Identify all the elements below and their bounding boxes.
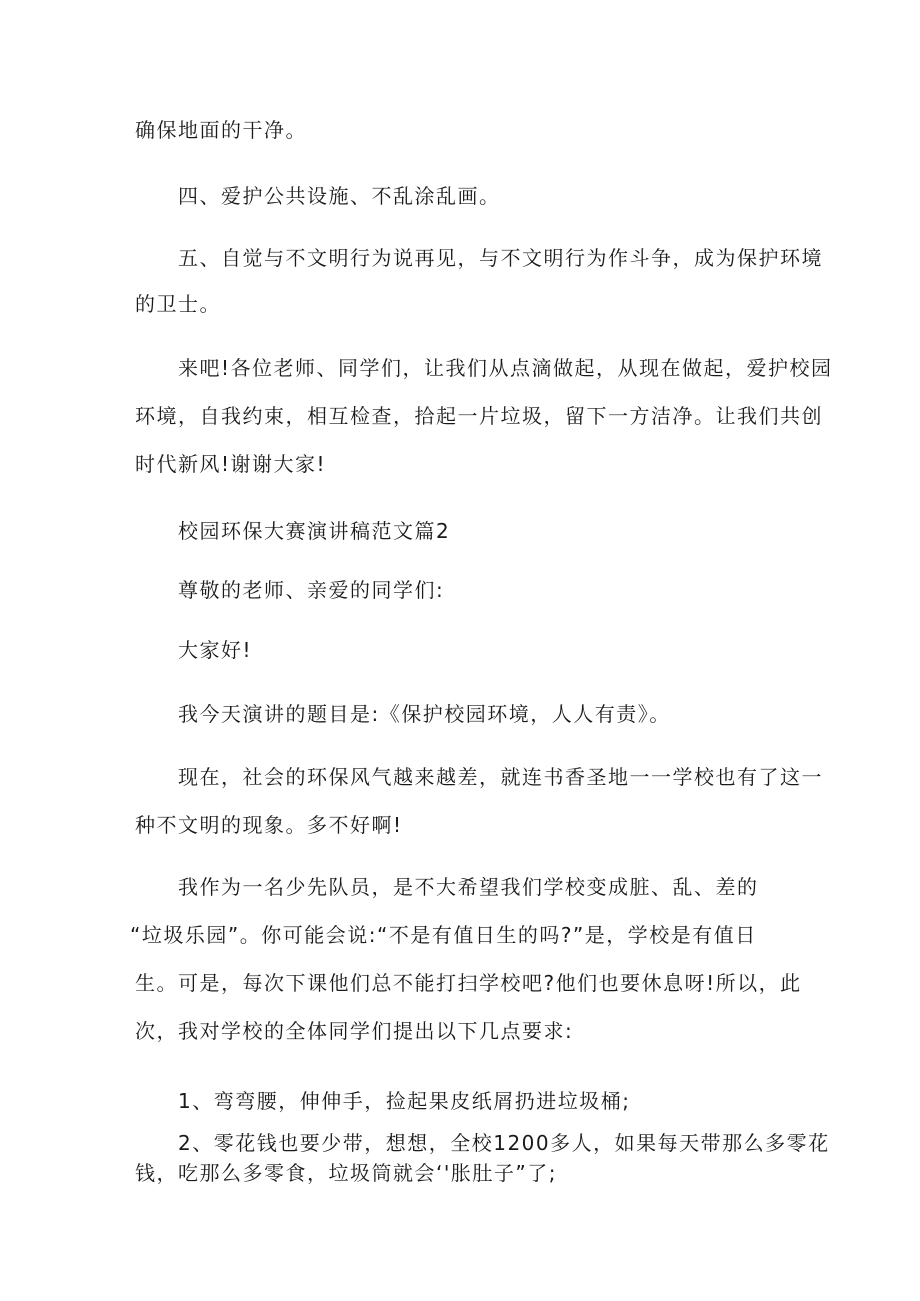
- list-item: 1、弯弯腰，伸伸手，捡起果皮纸屑扔进垃圾桶;: [178, 1089, 631, 1113]
- text-line: 现在，社会的环保风气越来越差，就连书香圣地一一学校也有了这一: [178, 765, 823, 789]
- text-line: 我今天演讲的题目是:《保护校园环境，人人有责》。: [178, 702, 671, 726]
- text-line: 来吧!各位老师、同学们，让我们从点滴做起，从现在做起，爱护校园: [178, 356, 833, 380]
- text-line: 五、自觉与不文明行为说再见，与不文明行为作斗争，成为保护环境: [178, 246, 823, 270]
- section-heading: 校园环保大赛演讲稿范文篇2: [178, 519, 451, 543]
- text-line: 生。可是，每次下课他们总不能打扫学校吧?他们也要休息呀!所以，此: [135, 971, 802, 995]
- text-line: 的卫士。: [135, 292, 221, 316]
- text-line: 时代新风!谢谢大家!: [135, 452, 327, 476]
- text-line: 我作为一名少先队员，是不大希望我们学校变成脏、乱、差的: [178, 875, 759, 899]
- greeting: 大家好!: [178, 638, 253, 662]
- text-line: 种不文明的现象。多不好啊!: [135, 813, 403, 837]
- text-line: 确保地面的干净。: [135, 118, 307, 142]
- text-line: “垃圾乐园”。你可能会说:“不是有值日生的吗?”是，学校是有值日: [130, 923, 757, 947]
- text-line: 钱，吃那么多零食，垃圾筒就会‘'胀肚子”了;: [135, 1161, 557, 1185]
- text-line: 次，我对学校的全体同学们提出以下几点要求:: [135, 1019, 574, 1043]
- list-item: 2、零花钱也要少带，想想，全校1200多人，如果每天带那么多零花: [178, 1131, 830, 1155]
- salutation: 尊敬的老师、亲爱的同学们:: [178, 578, 445, 602]
- text-line: 环境，自我约束，相互检查，拾起一片垃圾，留下一方洁净。让我们共创: [135, 404, 823, 428]
- text-line: 四、爱护公共设施、不乱涂乱画。: [178, 184, 501, 208]
